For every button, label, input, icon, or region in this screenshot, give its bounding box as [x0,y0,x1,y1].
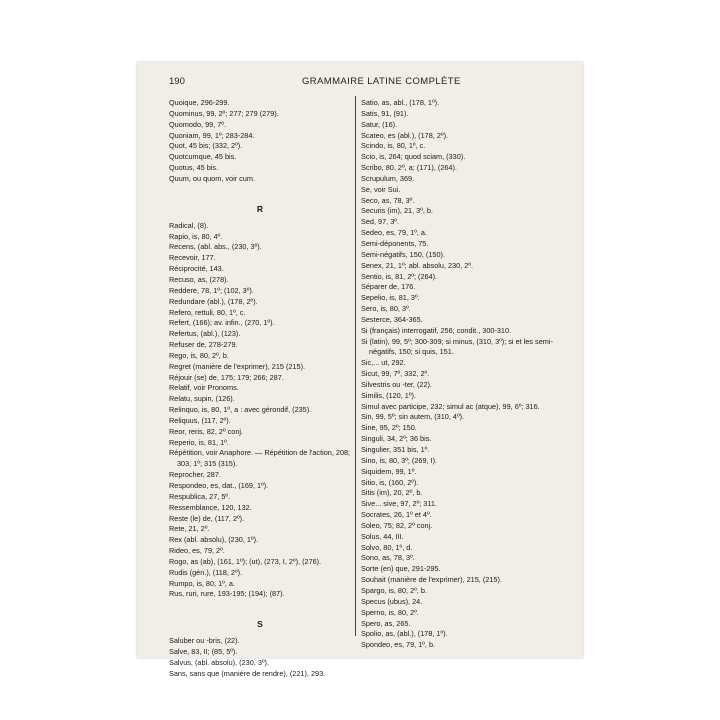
index-entry: Rete, 21, 2º. [169,524,210,534]
index-entry: Radical, (8). [169,220,209,230]
index-entry: Salve, 83, II; (85, 5º). [169,647,238,657]
running-title: GRAMMAIRE LATINE COMPLÈTE [302,76,461,87]
index-entry: Saluber ou -bris, (22). [169,636,240,646]
index-entry: Reor, reris, 82, 2º conj. [169,426,244,436]
index-entry: Souhait (manière de l'exprimer), 215, (215). [361,575,502,585]
index-entry: Quoniam, 99, 1º; 283-284. [169,130,255,140]
index-entry: Satis, 91, (91). [361,108,409,118]
index-entry: Sitio, is, (160, 2º). [361,477,419,487]
index-entry: Simul avec participe, 232; simul ac (atque), 99, 6º; 316. [361,401,540,411]
index-entry: Sperno, is, 80, 2º. [361,607,419,617]
index-entry: Scrupulum, 369. [361,173,415,183]
index-entry: Refertus, (abl.), (123). [169,329,241,339]
index-entry: Sed, 97, 3º. [361,217,399,227]
index-entry: Sentio, is, 81, 2º; (264). [361,271,438,281]
index-entry: Relatif, voir Pronoms. [169,383,239,393]
index-entry: Singuli, 34, 2º; 36 bis. [361,434,432,444]
section-letter: R [256,203,264,214]
index-entry: Semi-déponents, 75. [361,238,429,248]
index-entry: Similis, (120, 1º). [361,390,416,400]
index-entry: Réciprocité, 143. [169,264,224,274]
index-entry: Rex (abl. absolu), (230, 1º). [169,535,259,545]
index-entry: Séparer de, 176. [361,282,416,292]
page-number: 190 [169,76,185,87]
section-gap [169,185,351,197]
section-letter: S [257,619,263,630]
section-gap [169,600,351,612]
index-entry: Sine, 95, 2º; 150. [361,423,417,433]
index-column-left [169,98,351,680]
index-entry: Rapio, is, 80, 4º. [169,231,223,241]
index-entry: Recens, (abl. abs., (230, 3º). [169,242,262,252]
index-entry: Réjouir (se) de, 175; 179; 266; 287. [169,372,284,382]
index-entry: Spargo, is, 80, 2º, b. [361,585,427,595]
index-entry: Refert, (166); av. infin., (270, 1º). [169,318,275,328]
index-entry: Solus, 44, III. [361,531,404,541]
index-entry: Respublica, 27, 5º. [169,491,231,501]
index-entry: Sepelio, is, 81, 3º. [361,293,420,303]
index-entry: Reprocher, 287. [169,470,221,480]
index-entry: Salvus, (abl. absolu), (230, 3º). [169,657,270,667]
index-entry: Sitis (im), 20, 2º, b. [361,488,423,498]
index-entry: Refero, rettuli, 80, 1º, c. [169,307,246,317]
index-entry: Rideo, es, 79, 2º. [169,546,225,556]
index-entry: Répétition, voir Anaphore. — Répétition de l'action, 208; 303, 1º; 315 (315). [169,448,351,469]
index-entry: Quominus, 99, 2º; 277; 279 (279). [169,108,279,118]
index-entry: Ressemblance, 120, 132. [169,502,252,512]
index-entry: Quot, 45 bis; (332, 2º). [169,141,243,151]
index-entry: Sono, as, 78, 3º. [361,553,415,563]
index-entry: Sedeo, es, 79, 1º, a. [361,228,427,238]
index-entry: Rudis (gén.), (118, 2º). [169,567,243,577]
index-entry: Relatu, supin, (126). [169,394,235,404]
index-entry: Reste (le) de, (117, 2º). [169,513,245,523]
index-entry: Socrates, 26, 1º et 4º. [361,510,432,520]
index-column-right [361,98,557,651]
index-entry: Reliquus, (117, 2º). [169,415,231,425]
index-entry: Rumpo, is, 80, 1º, a. [169,578,235,588]
index-entry: Recevoir, 177. [169,253,216,263]
index-entry: Reddere, 78, 1º; (102, 3º). [169,285,254,295]
index-entry: Quum, ou quom, voir cum. [169,173,255,183]
index-entry: Scindo, is, 80, 1º, c. [361,141,426,151]
index-entry: Sic,... ut, 292. [361,358,406,368]
index-entry: Seco, as, 78, 3º. [361,195,415,205]
index-entry: Quomodo, 99, 7º. [169,119,227,129]
column-divider [355,96,356,636]
index-entry: Siquidem, 99, 1º. [361,466,417,476]
index-entry: Respondeo, es, dat., (169, 1º). [169,481,269,490]
index-entry: Relinquo, is, 80, 1º, a : avec gérondif, (235). [169,405,312,415]
index-entry: Si (français) interrogatif, 256; condit., 300-310. [361,325,512,335]
index-entry: Se, voir Sui. [361,184,401,194]
index-entry: Satio, as, abl., (178, 1º). [361,98,440,107]
index-entry: Securis (im), 21, 3º, b. [361,206,434,216]
index-entry: Sorte (en) que, 291-295. [361,564,441,574]
index-entry: Spolio, as, (abl.), (178, 1º). [361,629,448,639]
index-entry: Sin, 99, 5º; sin autem, (310, 4º). [361,412,465,422]
index-entry: Rogo, as (ab), (161, 1º); (ut), (273, I, 2º), (276). [169,556,322,566]
index-entry: Redundare (abl.), (178, 2º). [169,296,258,306]
index-entry: Sans, sans que (manière de rendre), (221), 293. [169,668,326,678]
index-entry: Regret (manière de l'exprimer), 215 (215). [169,361,306,371]
index-entry: Sero, is, 80, 3º. [361,304,411,314]
index-entry: Refuser de, 278-279. [169,340,238,350]
index-entry: Sicut, 99, 7º, 332, 2º. [361,369,430,379]
index-entry: Quotus, 45 bis. [169,163,219,173]
index-entry: Sino, is, 80, 3º; (269, I). [361,455,438,465]
index-entry: Semi-négatifs, 150, (150). [361,249,445,259]
index-entry: Scio, is, 264; quod sciam, (330). [361,152,466,162]
index-entry: Quotcumque, 45 bis. [169,152,237,162]
index-entry: Spero, as, 265. [361,618,411,628]
index-entry: Silvestris ou -ter, (22). [361,379,432,389]
index-entry: Reperio, is, 81, 1º. [169,437,229,447]
index-entry: Quoique, 296-299. [169,98,230,107]
index-entry: Sive... sive, 97, 2º; 311. [361,499,437,509]
index-entry: Soleo, 75; 82, 2º conj. [361,520,433,530]
book-page [137,62,583,678]
index-entry: Singulier, 351 bis, 1º. [361,445,430,454]
index-entry: Sesterce, 364-365. [361,314,423,324]
index-entry: Rus, ruri, rure, 193-195; (194); (87). [169,589,285,599]
index-entry: Si (latin), 99, 5º; 300-309; si minus, (310, 3º); si et les semi-négatifs, 150; si quis, 151. [361,336,553,357]
index-entry: Scateo, es (abl.), (178, 2º). [361,130,449,140]
index-entry: Specus (ubus), 24. [361,596,423,606]
index-entry: Satur, (16). [361,119,398,129]
index-entry: Recuso, as, (278). [169,274,229,284]
index-entry: Scribo, 80, 2º, a; (171), (264). [361,163,457,173]
index-entry: Solvo, 80, 1º, d. [361,542,413,552]
index-entry: Spondeo, es, 79, 1º, b. [361,640,436,650]
index-entry: Rego, is, 80, 2º, b. [169,350,229,360]
index-entry: Senex, 21, 1º; abl. absolu, 230, 2º. [361,260,474,270]
